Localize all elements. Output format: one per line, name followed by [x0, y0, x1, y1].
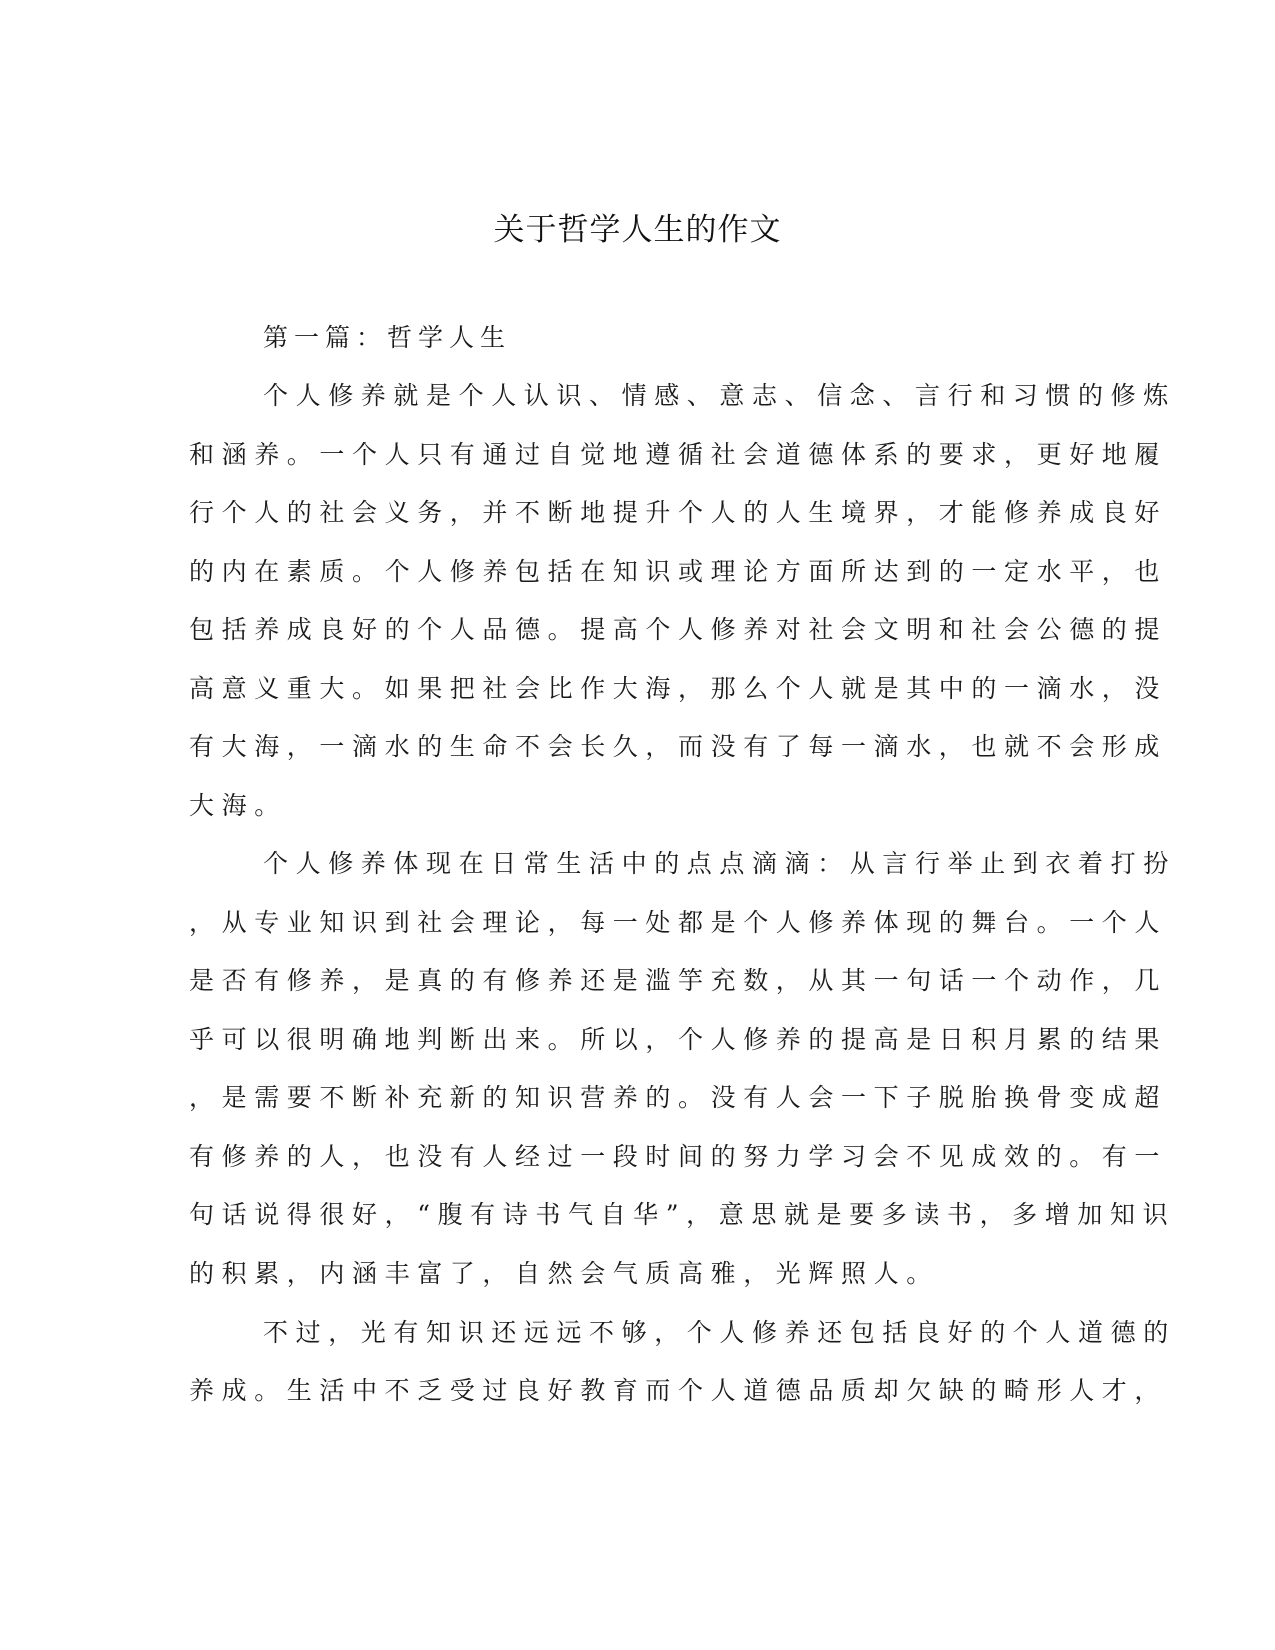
document-title: 关于哲学人生的作文	[493, 212, 782, 248]
section-heading: 第一篇：哲学人生	[263, 323, 512, 352]
paragraph-2-line-2: ，从专业知识到社会理论，每一处都是个人修养体现的舞台。一个人	[189, 908, 1168, 937]
paragraph-3-line-2: 养成。生活中不乏受过良好教育而个人道德品质却欠缺的畸形人才，	[189, 1376, 1168, 1405]
paragraph-2-line-3: 是否有修养，是真的有修养还是滥竽充数，从其一句话一个动作，几	[189, 966, 1168, 995]
paragraph-2-line-1: 个人修养体现在日常生活中的点点滴滴：从言行举止到衣着打扮	[263, 849, 1176, 878]
paragraph-3-line-1: 不过，光有知识还远远不够，个人修养还包括良好的个人道德的	[263, 1318, 1176, 1347]
paragraph-1-line-1: 个人修养就是个人认识、情感、意志、信念、言行和习惯的修炼	[263, 381, 1176, 410]
paragraph-2-line-8: 的积累，内涵丰富了，自然会气质高雅，光辉照人。	[189, 1259, 939, 1288]
paragraph-1-line-2: 和涵养。一个人只有通过自觉地遵循社会道德体系的要求，更好地履	[189, 440, 1168, 469]
paragraph-2-line-7: 句话说得很好，“腹有诗书气自华”，意思就是要多读书，多增加知识	[189, 1200, 1176, 1229]
paragraph-1-line-3: 行个人的社会义务，并不断地提升个人的人生境界，才能修养成良好	[189, 498, 1168, 527]
paragraph-2-line-4: 乎可以很明确地判断出来。所以，个人修养的提高是日积月累的结果	[189, 1025, 1168, 1054]
paragraph-1-line-4: 的内在素质。个人修养包括在知识或理论方面所达到的一定水平，也	[189, 557, 1168, 586]
paragraph-2-line-5: ，是需要不断补充新的知识营养的。没有人会一下子脱胎换骨变成超	[189, 1083, 1168, 1112]
paragraph-1-line-6: 高意义重大。如果把社会比作大海，那么个人就是其中的一滴水，没	[189, 674, 1168, 703]
paragraph-1-line-5: 包括养成良好的个人品德。提高个人修养对社会文明和社会公德的提	[189, 615, 1168, 644]
paragraph-1-line-7: 有大海，一滴水的生命不会长久，而没有了每一滴水，也就不会形成	[189, 732, 1168, 761]
paragraph-2-line-6: 有修养的人，也没有人经过一段时间的努力学习会不见成效的。有一	[189, 1142, 1168, 1171]
paragraph-1-line-8: 大海。	[189, 791, 287, 820]
